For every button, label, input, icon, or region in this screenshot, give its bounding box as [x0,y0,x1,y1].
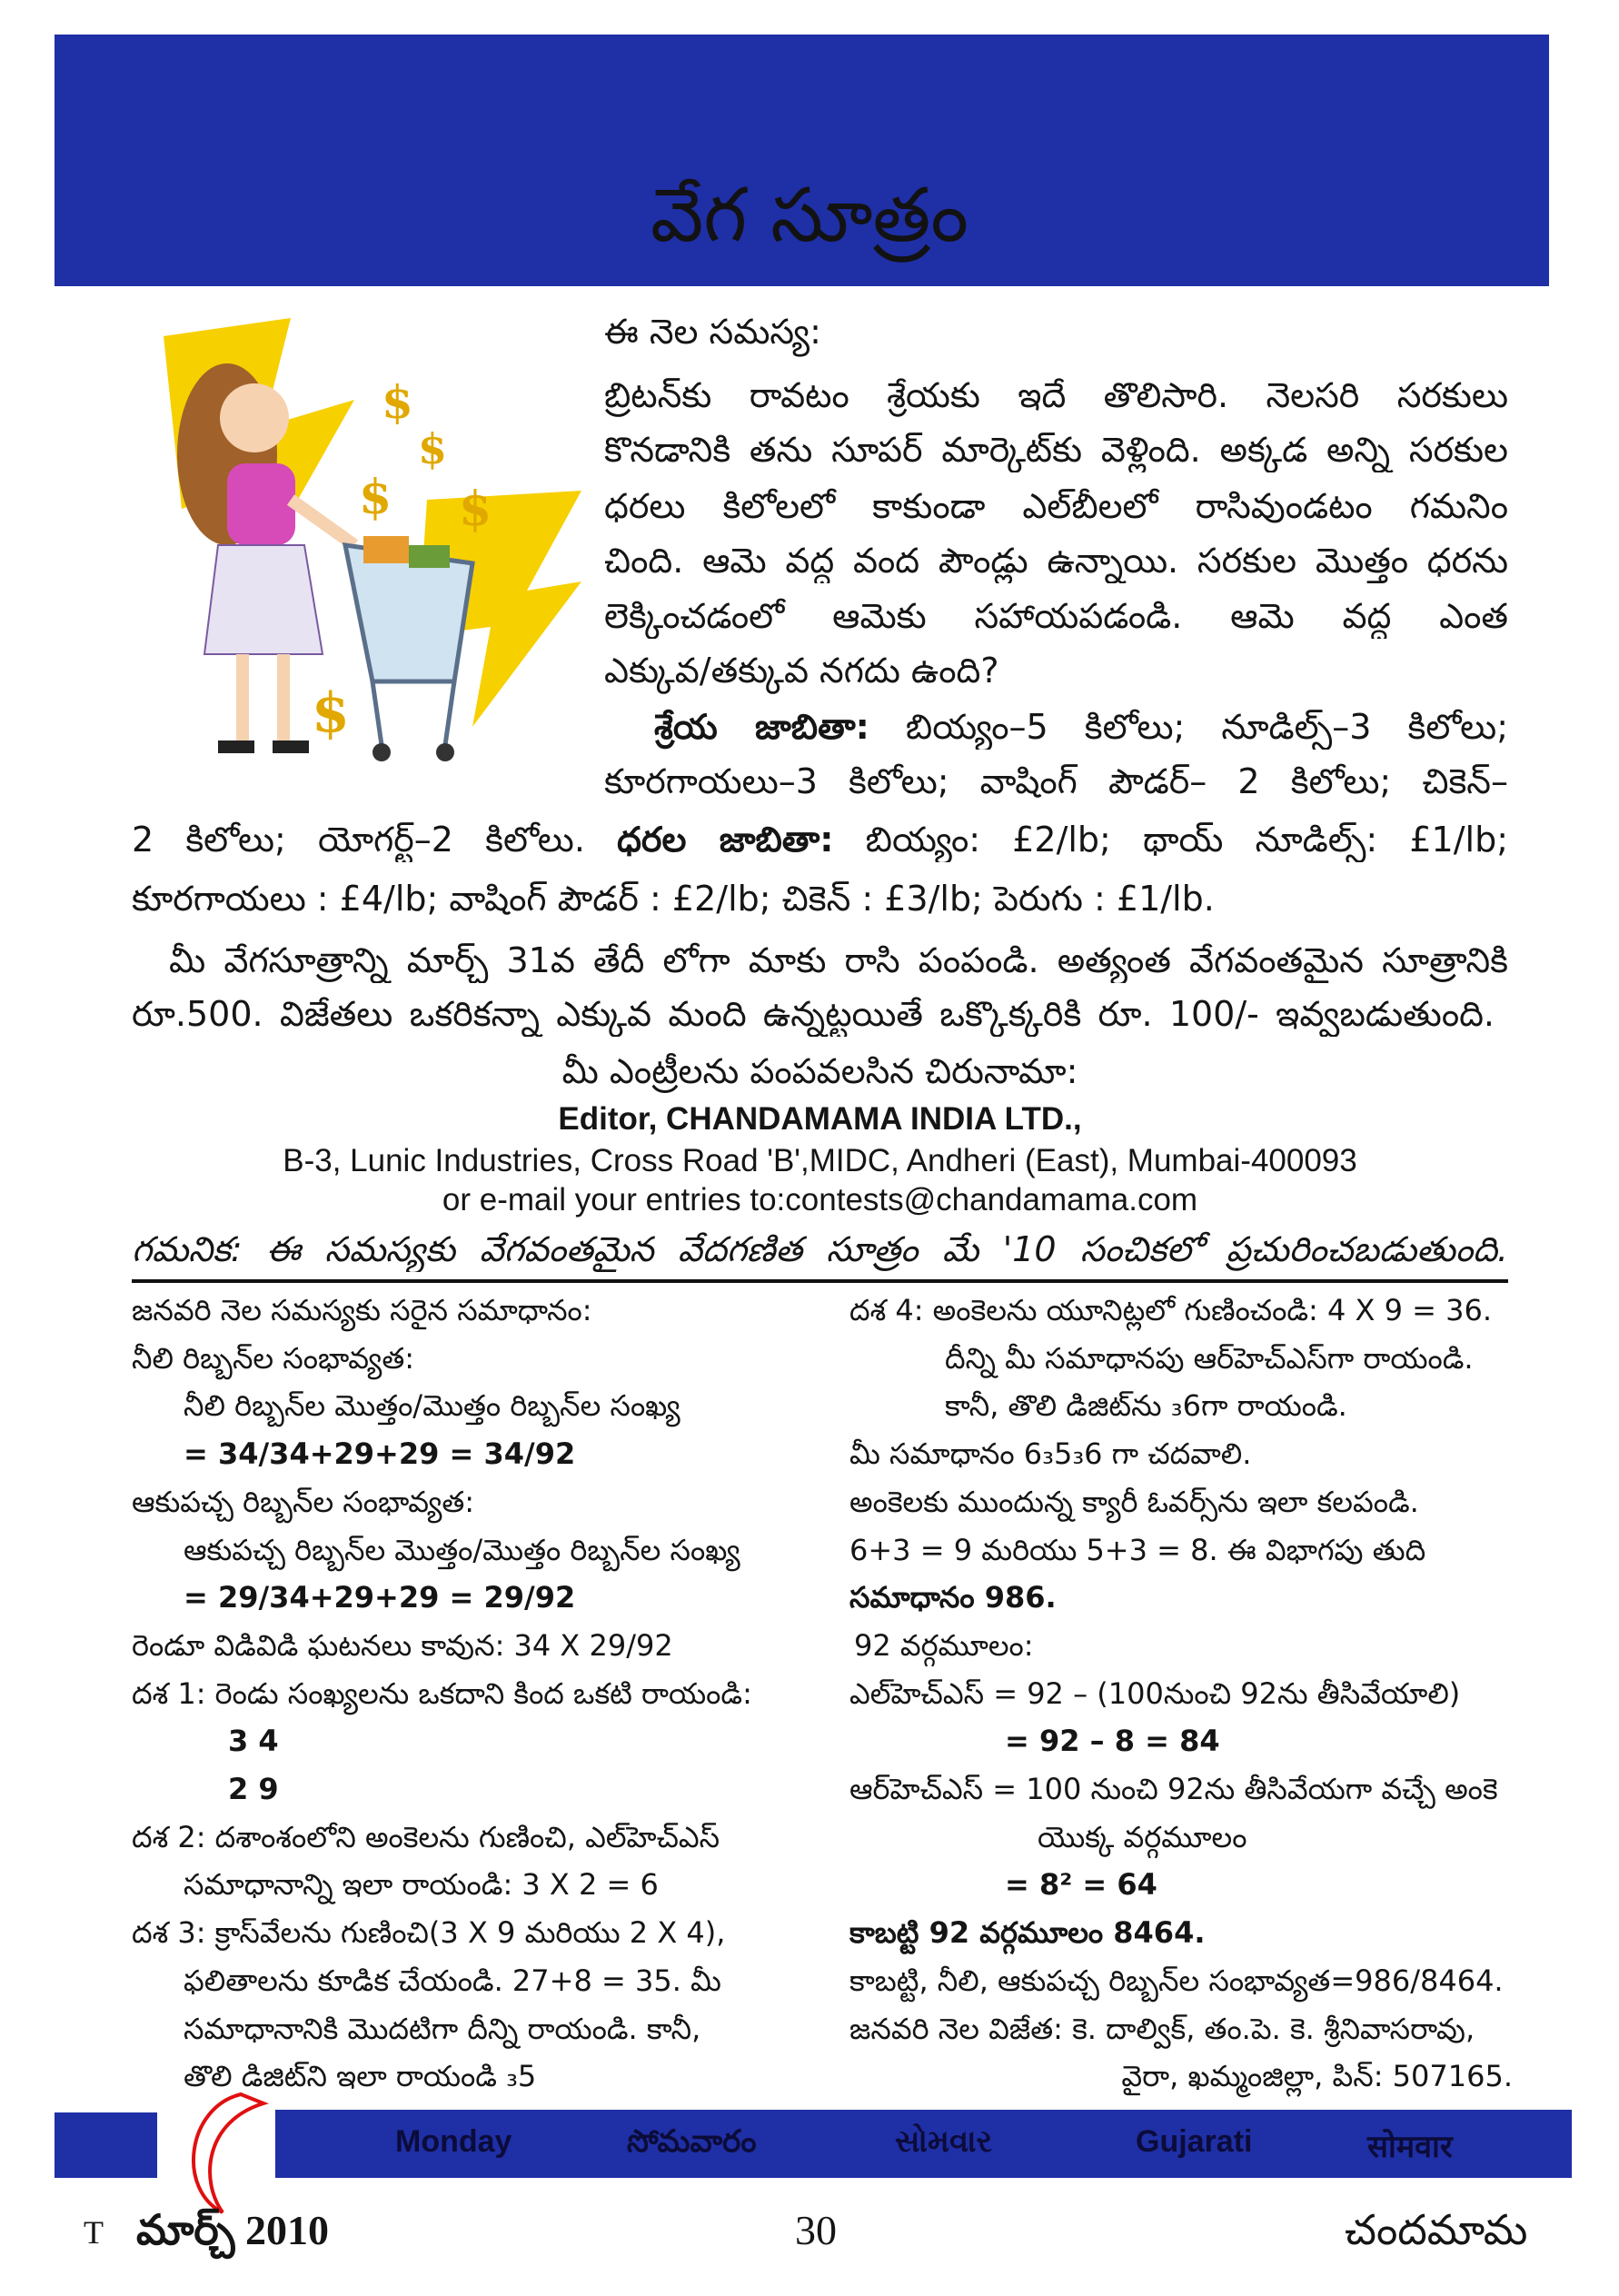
solution-left-line: నీలి రిబ్బన్‌ల సంభావ్యత: [132,1340,414,1376]
note-line: గమనిక: ఈ సమస్యకు వేగవంతమైన వేదగణిత సూత్రం మే '10 సంచికలో ప్రచురించబడుతుంది. [132,1229,1508,1269]
solution-right-line: వైరా, ఖమ్మంజిల్లా, పిన్: 507165. [1121,2059,1513,2094]
woman-arm [291,500,354,545]
solution-left-line: 3 4 [228,1724,279,1759]
cart-item [363,536,409,563]
bottom-band-left [55,2112,157,2178]
problem-heading: ఈ నెల సమస్య: [604,312,821,352]
svg-text:$: $ [382,375,413,429]
solution-right-line: ఎల్‌హెచ్‌ఎస్ = 92 – (100నుంచి 92ను తీసివేయాలి) [849,1675,1461,1711]
address-email: or e-mail your entries to:contests@chandamama.com [442,1182,1198,1218]
solution-left-line: సమాధానానికి మొదటిగా దీన్ని రాయండి. కానీ, [184,2011,701,2046]
solution-right-line: ఆర్‌హెచ్‌ఎస్ = 100 నుంచి 92ను తీసివేయగా వచ్చే అంకె [849,1772,1498,1806]
address-street: B-3, Lunic Industries, Cross Road 'B',MIDC, Andheri (East), Mumbai-400093 [283,1143,1357,1178]
band-label-hindi: सोमवार [1367,2130,1453,2164]
address-intro: మీ ఎంట్రీలను పంపవలసిన చిరునామా: [561,1051,1078,1091]
band-label-monday: Monday [395,2124,512,2159]
woman-head [220,383,289,452]
price-list-line: కూరగాయలు : £4/lb; వాషింగ్ పౌడర్ : £2/lb; చికెన్ : £3/lb; పెరుగు : £1/lb. [132,879,1215,919]
woman-top [227,463,295,545]
cart-wheel [436,743,454,761]
problem-line: ఎక్కువ/తక్కువ నగదు ఉంది? [604,651,999,691]
cart-item [409,545,450,568]
solution-left-line: నీలి రిబ్బన్‌ల మొత్తం/మొత్తం రిబ్బన్‌ల సంఖ్య [184,1388,680,1424]
solution-left-line: ఆకుపచ్చ రిబ్బన్‌ల సంభావ్యత: [132,1484,475,1519]
solution-right-line: = 8² = 64 [1005,1867,1157,1903]
solution-right-line: కాబట్టి 92 వర్గమూలం 8464. [849,1915,1206,1951]
solution-right-line: 92 వర్గమూలం: [854,1627,1034,1663]
solution-left-line: దశ 3: క్రాస్‌వేలను గుణించి(3 X 9 మరియు 2 X 4), [132,1915,726,1951]
text-span: శ్రేయ జాబితా: [654,707,869,747]
text-span: బియ్యం–5 కిలోలు; నూడిల్స్–3 కిలోలు; [869,707,1508,747]
crescent-moon-icon [168,2090,277,2217]
text-span: బియ్యం: £2/lb; థాయ్ నూడిల్స్: £1/lb; [833,820,1508,860]
woman-skirt [204,545,323,654]
solution-right-line: 6+3 = 9 మరియు 5+3 = 8. ఈ విభాగపు తుది [849,1532,1426,1567]
solution-left-line: ఆకుపచ్చ రిబ్బన్‌ల మొత్తం/మొత్తం రిబ్బన్‌ల సంఖ్య [184,1532,740,1567]
problem-line: చింది. ఆమె వద్ద వంద పౌండ్లు ఉన్నాయి. సరకుల మొత్తం ధరను [604,541,1508,581]
prize-line: రూ.500. విజేతలు ఒకరికన్నా ఎక్కువ మంది ఉన్నట్టయితే ఒక్కొక్కరికి రూ. 100/- ఇవ్వబడుతుంది. [132,994,1495,1034]
solution-right-line: = 92 – 8 = 84 [1005,1724,1220,1759]
svg-text:$: $ [418,424,448,473]
cart-leg [445,681,454,745]
problem-line: బ్రిటన్‌కు రావటం శ్రేయకు ఇదే తొలిసారి. నెలసరి సరకులు [604,375,1508,415]
shopping-list-line: కూరగాయలు–3 కిలోలు; వాషింగ్ పౌడర్– 2 కిలోలు; చికెన్– [604,761,1508,801]
problem-line: ధరలు కిలోలలో కాకుండా ఎల్‌బీలలో రాసివుండటం గమనిం [604,486,1508,526]
solution-left-line: సమాధానాన్ని ఇలా రాయండి: 3 X 2 = 6 [184,1867,659,1903]
footer-magazine: చందమామ [1345,2207,1528,2253]
solution-right-line: కానీ, తొలి డిజిట్‌ను ₃6గా రాయండి. [945,1388,1347,1424]
page-title: వేగ సూత్రం [651,173,968,259]
solution-left-line: తొలి డిజిట్‌ని ఇలా రాయండి ₃5 [184,2059,537,2094]
prize-line: మీ వేగసూత్రాన్ని మార్చ్ 31వ తేదీ లోగా మాకు రాసి పంపండి. అత్యంత వేగవంతమైన సూత్రానికి [169,940,1508,980]
solution-left-line: దశ 2: దశాంశంలోని అంకెలను గుణించి, ఎల్‌హెచ్‌ఎస్ [132,1819,720,1854]
band-label-gujarati-script: સોમવાર [895,2124,993,2159]
problem-line: కొనడానికి తను సూపర్ మార్కెట్‌కు వెళ్లింది. అక్కడ అన్ని సరకుల [604,430,1508,470]
cart-wheel [372,743,391,761]
shopping-list-line [654,704,1508,750]
cart-leg [372,681,382,745]
text-span: 2 కిలోలు; యోగర్ట్–2 కిలోలు. [132,820,618,860]
band-label-telugu: సోమవారం [627,2124,757,2159]
solution-right-line: దీన్ని మీ సమాధానపు ఆర్‌హెచ్‌ఎస్‌గా రాయండి. [945,1340,1474,1376]
solution-right-line: అంకెలకు ముందున్న క్యారీ ఓవర్స్‌ను ఇలా కలపండి. [849,1484,1419,1519]
footer-issue: మార్చ్ 2010 [136,2207,329,2253]
solution-left-line: 2 9 [228,1772,279,1806]
solution-left-line: దశ 1: రెండు సంఖ్యలను ఒకదాని కింద ఒకటి రాయండి: [132,1675,752,1711]
problem-line: లెక్కించడంలో ఆమెకు సహాయపడండి. ఆమె వద్ద ఎంత [604,596,1508,636]
price-list-line [132,817,1508,862]
solution-left-line: రెండూ విడివిడి ఘటనలు కావున: 34 X 29/92 [132,1627,673,1663]
svg-text:$: $ [459,482,492,537]
solution-right-line: యొక్క వర్గమూలం [1038,1819,1247,1854]
footer-mark: T [84,2214,104,2251]
solution-left-line: ఫలితాలను కూడిక చేయండి. 27+8 = 35. మీ [184,1963,721,1998]
solution-right-line: మీ సమాధానం 6₃5₃6 గా చదవాలి. [849,1436,1252,1472]
woman-leg [236,654,249,745]
svg-text:$: $ [359,470,392,525]
solution-right-line: జనవరి నెల విజేత: కె. దాల్విక్, తం.పె. కె. శ్రీనివాసరావు, [849,2011,1475,2046]
address-name: Editor, CHANDAMAMA INDIA LTD., [558,1101,1082,1137]
woman-shoe [273,740,309,753]
svg-text:$: $ [312,681,350,745]
woman-shoe [218,740,254,753]
solution-right-line: కాబట్టి, నీలి, ఆకుపచ్చ రిబ్బన్‌ల సంభావ్యత=986/8464. [849,1963,1504,1998]
solution-left-line: జనవరి నెల సమస్యకు సరైన సమాధానం: [132,1293,592,1327]
solution-right-line: సమాధానం 986. [849,1580,1057,1615]
band-label-gujarati: Gujarati [1136,2124,1253,2159]
text-span: ధరల జాబితా: [617,820,834,860]
page-number: 30 [795,2207,837,2253]
solution-left-line: = 34/34+29+29 = 34/92 [184,1436,576,1472]
section-divider [132,1279,1508,1283]
shopping-illustration [127,318,600,790]
solution-right-line: దశ 4: అంకెలను యూనిట్లలో గుణించండి: 4 X 9 = 36. [849,1293,1492,1327]
woman-leg [277,654,290,745]
solution-left-line: = 29/34+29+29 = 29/92 [184,1580,576,1615]
